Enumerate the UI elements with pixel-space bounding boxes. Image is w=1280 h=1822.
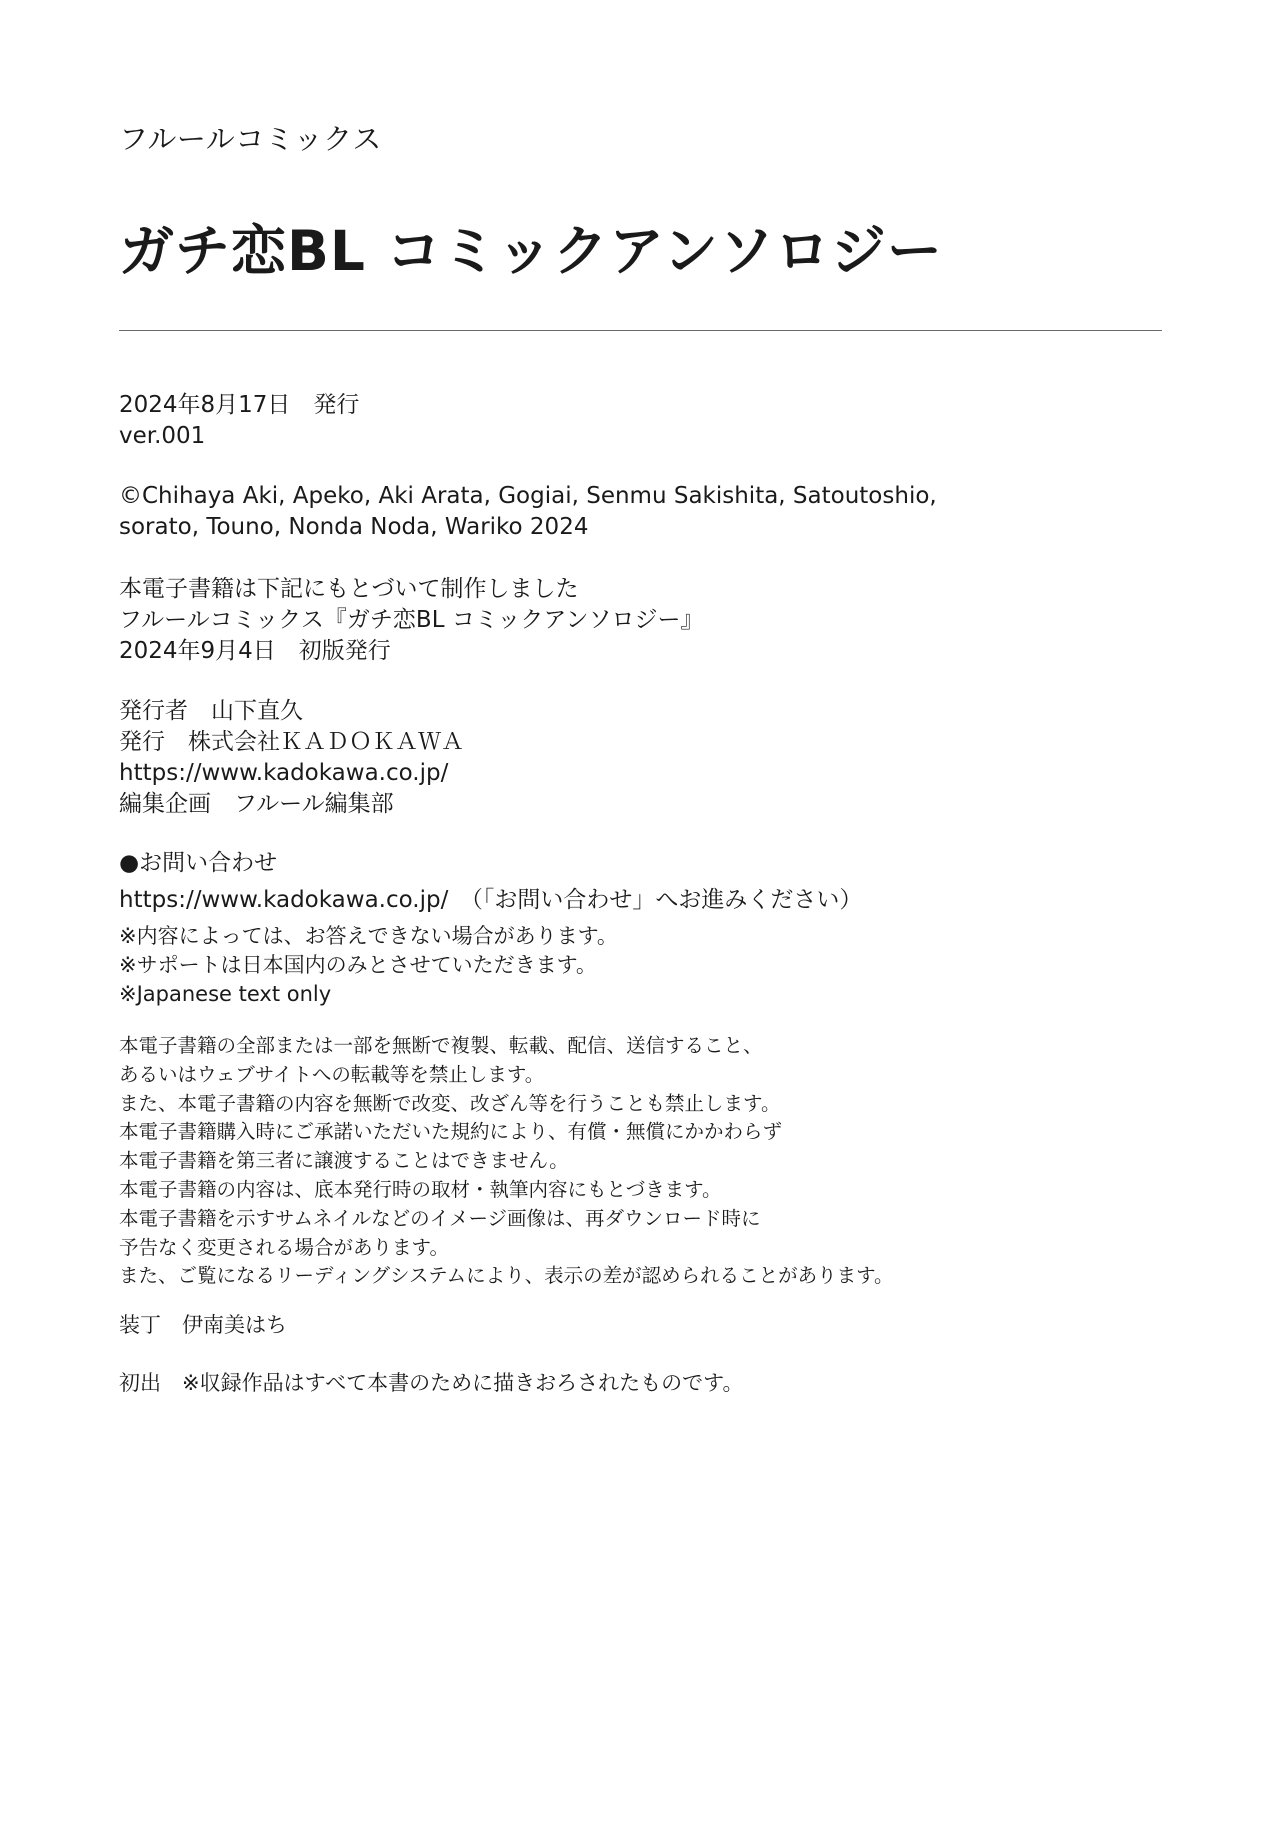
legal-notice (119, 1032, 894, 1291)
design-credit: 装丁 伊南美はち (119, 1313, 287, 1337)
legal-line: 本電子書籍の全部または一部を無断で複製、転載、配信、送信すること、 (119, 1034, 763, 1057)
publisher-url: https://www.kadokawa.co.jp/ (119, 760, 449, 786)
source-edition (119, 574, 703, 667)
publisher-line: 発行者 山下直久 (119, 698, 303, 724)
legal-line: 本電子書籍の内容は、底本発行時の取材・執筆内容にもとづきます。 (119, 1177, 722, 1201)
legal-line: 本電子書籍を第三者に譲渡することはできません。 (119, 1149, 569, 1173)
legal-line: 予告なく変更される場合があります。 (119, 1235, 449, 1259)
release-info (119, 390, 359, 452)
release-date: 2024年8月17日 発行 (119, 392, 360, 418)
legal-line: 本電子書籍購入時にご承諾いただいた規約により、有償・無償にかかわらず (119, 1120, 783, 1144)
imprint-label: フルールコミックス (119, 122, 382, 156)
title-divider (119, 330, 1162, 331)
inquiry-notes (119, 922, 618, 1009)
book-title: ガチ恋BL コミックアンソロジー (119, 219, 943, 283)
first-appearance-note: 初出 ※収録作品はすべて本書のために描きおろされたものです。 (119, 1371, 744, 1395)
copyright-line: ©Chihaya Aki, Apeko, Aki Arata, Gogiai, Senmu Sakishita, Satoutoshio, (119, 483, 937, 509)
publisher-line: 編集企画 フルール編集部 (119, 791, 394, 817)
inquiry-note: ※内容によっては、お答えできない場合があります。 (119, 924, 618, 948)
legal-line: また、本電子書籍の内容を無断で改変、改ざん等を行うことも禁止します。 (119, 1091, 781, 1115)
copyright-line: sorato, Touno, Nonda Noda, Wariko 2024 (119, 514, 589, 540)
legal-line: 本電子書籍を示すサムネイルなどのイメージ画像は、再ダウンロード時に (119, 1206, 761, 1230)
source-line: 2024年9月4日 初版発行 (119, 638, 391, 664)
legal-line: また、ご覧になるリーディングシステムにより、表示の差が認められることがあります。 (119, 1264, 894, 1288)
publisher-info (119, 696, 464, 820)
inquiry-note: ※サポートは日本国内のみとさせていただきます。 (119, 953, 597, 977)
inquiry-note: ※Japanese text only (119, 982, 332, 1006)
inquiry-heading: ●お問い合わせ (119, 850, 278, 876)
legal-line: あるいはウェブサイトへの転載等を禁止します。 (119, 1062, 545, 1086)
source-line: フルールコミックス『ガチ恋BL コミックアンソロジー』 (119, 607, 704, 633)
source-line: 本電子書籍は下記にもとづいて制作しました (119, 576, 579, 602)
inquiry-url-line: https://www.kadokawa.co.jp/ （「お問い合わせ」へお進みください） (119, 887, 863, 913)
publisher-line: 発行 株式会社ＫＡＤＯＫＡＷＡ (119, 729, 464, 755)
copyright-notice (119, 481, 937, 543)
version-number: ver.001 (119, 423, 206, 449)
